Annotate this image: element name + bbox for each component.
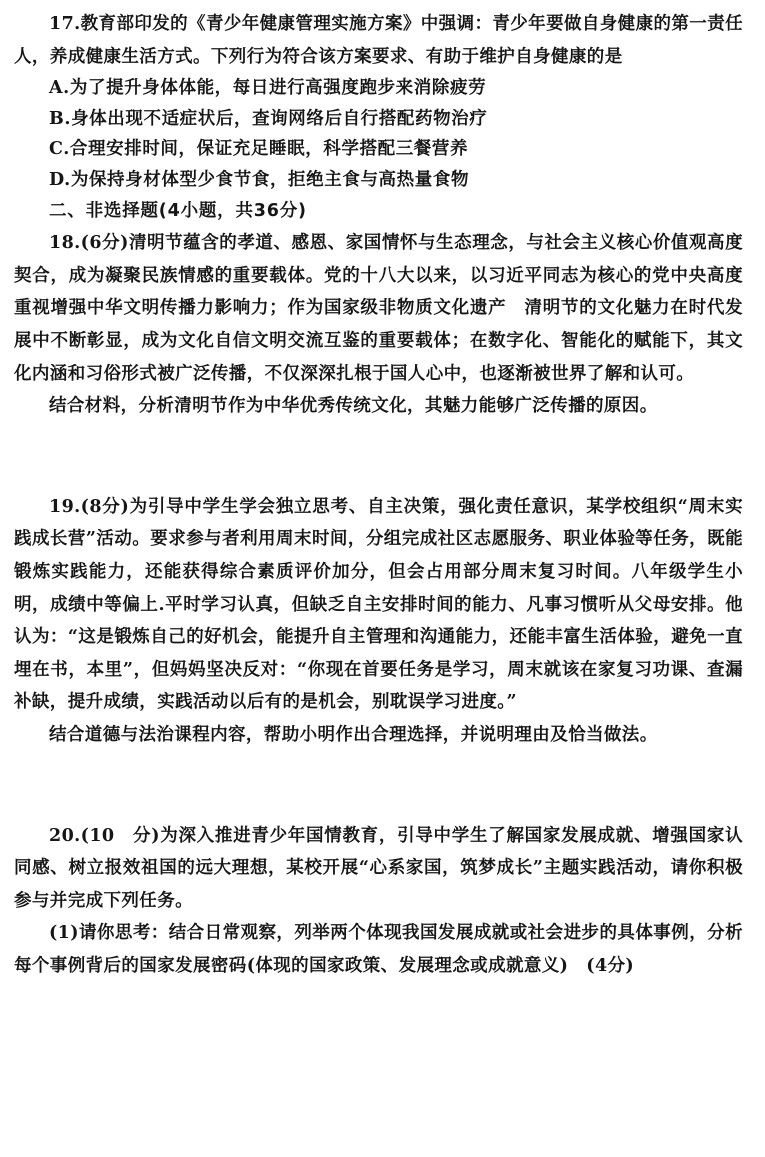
q19-question: 结合道德与法治课程内容，帮助小明作出合理选择，并说明理由及恰当做法。	[49, 724, 658, 745]
section-title: 二、非选择题(4小题，共36分)	[49, 201, 307, 222]
answer-space	[14, 423, 743, 491]
q20-task-1: (1)请你思考：结合日常观察，列举两个体现我国发展成就或社会进步的具体事例，分析每个事例背后的国家发展密码(体现的国家政策、发展理念或成就意义) (4分)	[14, 923, 743, 976]
q17-option-c: C.合理安排时间，保证充足睡眠，科学搭配三餐营养	[49, 139, 469, 160]
q17-option-d: D.为保持身材体型少食节食，拒绝主食与高热量食物	[49, 169, 470, 190]
q17-stem: 17.教育部印发的《青少年健康管理实施方案》中强调：青少年要做自身健康的第一责任人，养成健康生活方式。下列行为符合该方案要求、有助于维护自身健康的是	[14, 14, 743, 67]
q18-question: 结合材料，分析清明节作为中华优秀传统文化，其魅力能够广泛传播的原因。	[49, 396, 658, 417]
q19-material: 19.(8分)为引导中学生学会独立思考、自主决策，强化责任意识，某学校组织“周末实践成长营”活动。要求参与者利用周末时间，分组完成社区志愿服务、职业体验等任务，既能锻炼实践能力，还能获得综合素质评价加分，但会占用部分周末复习时间。八年级学生小明，成绩中等偏上.平时学习认真，但缺乏自主安排时间的能力、凡事习惯听从父母安排。他认为：“这是锻炼自己的好机会，能提升自主管理和沟通能力，还能丰富生活体验，避免一直埋在书，本里”，但妈妈坚决反对：“你现在首要任务是学习，周末就该在家复习功课、查漏补缺，提升成绩，实践活动以后有的是机会，别耽误学习进度。”	[14, 496, 743, 713]
q17-option-a: A.为了提升身体体能，每日进行高强度跑步来消除疲劳	[49, 78, 487, 99]
answer-space	[14, 752, 743, 820]
q17-option-b: B.身体出现不适症状后，查询网络后自行搭配药物治疗	[49, 108, 488, 129]
q20-material: 20.(10 分)为深入推进青少年国情教育，引导中学生了解国家发展成就、增强国家认同感、树立报效祖国的远大理想，某校开展“心系家国，筑梦成长”主题实践活动，请你积极参与并完成下列任务。	[14, 825, 743, 911]
q18-material: 18.(6分)清明节蕴含的孝道、感恩、家国情怀与生态理念，与社会主义核心价值观高度契合，成为凝聚民族情感的重要载体。党的十八大以来，以习近平同志为核心的党中央高度重视增强中华文明传播力影响力；作为国家级非物质文化遗产 清明节的文化魅力在时代发展中不断彰显，成为文化自信文明交流互鉴的重要载体；在数字化、智能化的赋能下，其文化内涵和习俗形式被广泛传播，不仅深深扎根于国人心中，也逐渐被世界了解和认可。	[14, 233, 743, 384]
